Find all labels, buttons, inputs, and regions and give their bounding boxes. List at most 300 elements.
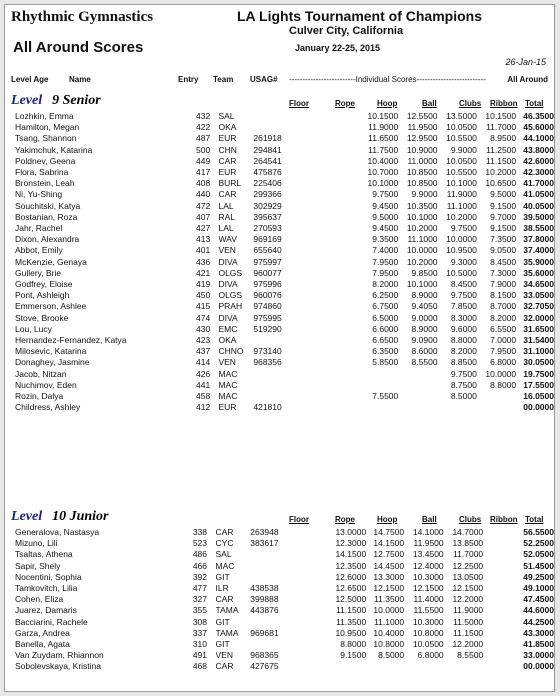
- cell-total: 00.0000: [523, 402, 554, 413]
- cell-total: 47.4500: [523, 594, 554, 605]
- cell-usag: [253, 391, 305, 402]
- cell-ribbon: [483, 628, 516, 639]
- cell-usag: [250, 572, 303, 583]
- table-row: [5, 245, 554, 256]
- cell-ball: [404, 661, 444, 672]
- table-row: [5, 402, 554, 413]
- cell-hoop: 11.9000: [368, 122, 399, 133]
- cell-ribbon: 9.1500: [490, 200, 517, 211]
- cell-floor: [306, 369, 329, 380]
- cell-floor: [303, 628, 326, 639]
- cell-total: 45.6000: [523, 122, 554, 133]
- column-header-usag: USAG#: [250, 75, 278, 84]
- table-row: [5, 313, 554, 324]
- cell-ball: 10.3000: [412, 571, 444, 582]
- cell-ribbon: 11.2500: [486, 144, 517, 155]
- cell-total: 41.0500: [523, 189, 554, 200]
- cell-hoop: 9.5000: [372, 211, 399, 222]
- cell-clubs: [444, 661, 484, 672]
- print-date: 26-Jan-15: [505, 57, 546, 67]
- cell-clubs: 10.2000: [446, 211, 477, 222]
- cell-hoop: 8.2000: [372, 279, 399, 290]
- cell-rope: [329, 212, 361, 223]
- header-hoop: Hoop: [377, 99, 398, 108]
- cell-name: Bostanian, Roza: [15, 211, 78, 222]
- cell-hoop: [360, 402, 398, 413]
- cell-total: 43.8000: [523, 144, 554, 155]
- cell-total: 17.5500: [523, 379, 554, 390]
- cell-rope: [329, 380, 361, 391]
- cell-entry: 500: [195, 144, 211, 155]
- cell-entry: 415: [195, 301, 211, 312]
- cell-name: Emmerson, Ashlee: [15, 301, 87, 312]
- cell-name: Stove, Brooke: [15, 312, 69, 323]
- cell-hoop: 11.7500: [368, 144, 399, 155]
- cell-hoop: [360, 369, 398, 380]
- cell-hoop: 6.3500: [372, 346, 399, 357]
- cell-hoop: 9.3500: [372, 234, 399, 245]
- cell-usag: 975997: [253, 256, 282, 267]
- cell-ribbon: 7.9000: [490, 279, 517, 290]
- column-header-level-age: Level Age: [11, 75, 49, 84]
- cell-ribbon: [483, 572, 516, 583]
- results-table-junior: [5, 527, 554, 673]
- cell-ball: 10.3500: [406, 200, 438, 211]
- cell-ribbon: [477, 402, 516, 413]
- cell-ribbon: 10.0000: [485, 368, 517, 379]
- cell-usag: [253, 122, 305, 133]
- cell-team: GIT: [215, 639, 230, 650]
- cell-total: 41.8500: [523, 639, 554, 650]
- cell-usag: 270593: [253, 223, 282, 234]
- cell-floor: [303, 650, 326, 661]
- cell-floor: [306, 178, 329, 189]
- cell-total: 31.5400: [523, 335, 554, 346]
- cell-hoop: 9.4500: [372, 200, 399, 211]
- header-hoop: Hoop: [377, 515, 398, 524]
- event-city: Culver City, California: [289, 25, 404, 37]
- cell-hoop: 14.4500: [373, 560, 405, 571]
- cell-hoop: 10.0000: [373, 605, 405, 616]
- cell-usag: 264541: [253, 155, 282, 166]
- cell-entry: 430: [195, 323, 211, 334]
- cell-total: 00.0000: [523, 661, 554, 672]
- cell-clubs: 10.5500: [446, 133, 477, 144]
- cell-usag: [253, 335, 305, 346]
- header-floor: Floor: [289, 99, 309, 108]
- cell-name: Ni, Yu-Shing: [15, 189, 63, 200]
- cell-name: Jacob, Nitzan: [15, 368, 67, 379]
- cell-ribbon: [483, 605, 516, 616]
- cell-rope: [329, 335, 361, 346]
- cell-hoop: 13.3000: [373, 571, 405, 582]
- cell-rope: 14.1500: [335, 549, 367, 560]
- table-row: [5, 661, 554, 672]
- cell-team: MAC: [218, 391, 238, 402]
- cell-ribbon: [483, 594, 516, 605]
- cell-rope: [329, 189, 361, 200]
- cell-team: MAC: [218, 368, 238, 379]
- cell-ball: [398, 391, 437, 402]
- table-row: [5, 156, 554, 167]
- cell-ball: 10.3000: [412, 616, 444, 627]
- cell-ball: 6.8000: [417, 650, 444, 661]
- cell-ball: [398, 369, 437, 380]
- cell-rope: 10.9500: [335, 627, 367, 638]
- cell-clubs: 13.8500: [452, 538, 484, 549]
- cell-name: Abbot, Emily: [15, 245, 63, 256]
- level-label: Level: [11, 509, 43, 524]
- cell-rope: [329, 279, 361, 290]
- cell-entry: 468: [192, 661, 207, 672]
- cell-ball: 10.8000: [412, 627, 444, 638]
- cell-ball: 11.9500: [407, 122, 438, 133]
- cell-usag: 655640: [253, 245, 282, 256]
- cell-rope: [329, 402, 361, 413]
- cell-hoop: 6.5000: [372, 312, 399, 323]
- table-row: [5, 335, 554, 346]
- table-row: [5, 357, 554, 368]
- cell-rope: 12.3000: [335, 538, 367, 549]
- cell-total: 31.6500: [523, 323, 554, 334]
- cell-usag: [250, 549, 303, 560]
- cell-ribbon: 8.1500: [490, 290, 517, 301]
- cell-name: Mizuno, Lili: [15, 538, 58, 549]
- cell-floor: [306, 380, 329, 391]
- cell-ribbon: [483, 538, 516, 549]
- cell-clubs: 11.9000: [446, 189, 477, 200]
- header-rope: Rope: [335, 515, 355, 524]
- cell-usag: [250, 617, 303, 628]
- cell-team: GIT: [215, 616, 230, 627]
- cell-entry: 355: [192, 605, 207, 616]
- page-title: All Around Scores: [13, 39, 144, 56]
- cell-clubs: 10.1000: [446, 178, 477, 189]
- table-row: [5, 223, 554, 234]
- cell-rope: 12.5000: [335, 594, 367, 605]
- column-header-name: Name: [69, 75, 91, 84]
- cell-ribbon: 7.0000: [490, 335, 517, 346]
- cell-floor: [303, 549, 326, 560]
- cell-ribbon: 7.3000: [490, 267, 517, 278]
- cell-team: OKA: [218, 122, 237, 133]
- cell-rope: [329, 357, 361, 368]
- cell-name: Sobolevskaya, Kristina: [15, 661, 101, 672]
- cell-clubs: 11.1000: [446, 200, 477, 211]
- cell-entry: 458: [195, 391, 211, 402]
- cell-entry: 422: [195, 122, 211, 133]
- cell-total: 39.5000: [523, 211, 554, 222]
- cell-ball: 11.9500: [413, 538, 444, 549]
- table-row: [5, 605, 554, 616]
- cell-team: ILR: [215, 583, 229, 594]
- cell-rope: 12.6500: [335, 583, 367, 594]
- cell-name: Flora, Sabrina: [15, 167, 69, 178]
- cell-ball: 12.1500: [412, 583, 444, 594]
- cell-entry: 437: [195, 346, 211, 357]
- cell-clubs: 8.7500: [450, 379, 477, 390]
- column-header-all-around: All Around: [507, 75, 548, 84]
- cell-total: 44.2500: [523, 616, 554, 627]
- cell-team: VEN: [218, 245, 236, 256]
- cell-team: MAC: [218, 379, 238, 390]
- table-row: [5, 301, 554, 312]
- score-sheet: [4, 4, 555, 692]
- cell-total: 49.2500: [523, 571, 554, 582]
- cell-entry: 449: [195, 155, 211, 166]
- cell-entry: 474: [195, 312, 211, 323]
- cell-floor: [303, 605, 326, 616]
- cell-clubs: 8.3000: [450, 312, 477, 323]
- cell-clubs: 8.4500: [450, 279, 477, 290]
- table-row: [5, 111, 554, 122]
- cell-name: Tsang, Shannon: [15, 133, 77, 144]
- cell-name: Pont, Ashleigh: [15, 290, 70, 301]
- cell-ball: 10.1000: [406, 211, 438, 222]
- cell-entry: 419: [195, 279, 211, 290]
- cell-hoop: 7.9500: [372, 256, 399, 267]
- event-dates: January 22-25, 2015: [295, 43, 381, 53]
- cell-floor: [306, 402, 329, 413]
- cell-floor: [306, 257, 329, 268]
- cell-floor: [303, 583, 326, 594]
- cell-floor: [306, 167, 329, 178]
- table-row: [5, 527, 554, 538]
- table-row: [5, 290, 554, 301]
- cell-team: OKA: [218, 335, 237, 346]
- cell-ball: 9.8500: [411, 267, 438, 278]
- cell-name: Banella, Agata: [15, 639, 70, 650]
- cell-entry: 327: [192, 594, 207, 605]
- cell-hoop: 9.7500: [372, 189, 399, 200]
- cell-floor: [306, 156, 329, 167]
- cell-entry: 392: [192, 571, 207, 582]
- cell-name: Childress, Ashley: [15, 402, 81, 413]
- cell-team: VEN: [218, 357, 236, 368]
- cell-clubs: 10.0000: [446, 234, 477, 245]
- cell-rope: [329, 156, 361, 167]
- table-row: [5, 212, 554, 223]
- cell-usag: 973140: [253, 346, 282, 357]
- table-row: [5, 583, 554, 594]
- cell-hoop: 14.7500: [373, 527, 405, 537]
- cell-total: 44.6000: [523, 605, 554, 616]
- cell-rope: 9.1500: [340, 650, 367, 661]
- cell-name: Juarez, Damaris: [15, 605, 77, 616]
- cell-floor: [303, 572, 326, 583]
- cell-rope: [329, 257, 361, 268]
- cell-name: Cohen, Eliza: [15, 594, 64, 605]
- cell-rope: [329, 145, 361, 156]
- cell-hoop: 14.1500: [373, 538, 405, 549]
- cell-total: 56.5500: [523, 527, 554, 537]
- cell-ball: 8.6000: [411, 346, 438, 357]
- header-ribbon: Ribbon: [490, 99, 518, 108]
- cell-rope: [329, 167, 361, 178]
- cell-rope: [329, 111, 361, 122]
- cell-ribbon: 8.8000: [490, 379, 517, 390]
- cell-name: Sapir, Shely: [15, 560, 61, 571]
- cell-name: Yakimchuk, Katarina: [15, 144, 93, 155]
- cell-usag: 395637: [253, 211, 282, 222]
- cell-team: TAMA: [215, 605, 239, 616]
- table-row: [5, 617, 554, 628]
- cell-team: SAL: [218, 111, 235, 121]
- cell-rope: [329, 122, 361, 133]
- cell-rope: [327, 661, 367, 672]
- cell-entry: 436: [195, 256, 211, 267]
- cell-clubs: 10.9500: [446, 245, 477, 256]
- cell-total: 35.9000: [523, 256, 554, 267]
- cell-team: LAL: [218, 223, 234, 234]
- cell-usag: 475876: [253, 167, 282, 178]
- cell-ribbon: 11.1500: [486, 155, 517, 166]
- cell-total: 51.4500: [523, 560, 554, 571]
- cell-usag: 968365: [250, 650, 279, 661]
- cell-clubs: 8.8000: [450, 335, 477, 346]
- cell-team: PRAH: [218, 301, 243, 312]
- table-row: [5, 572, 554, 583]
- cell-floor: [306, 189, 329, 200]
- cell-ribbon: [477, 391, 516, 402]
- table-row: [5, 189, 554, 200]
- cell-hoop: 7.5500: [372, 391, 399, 402]
- cell-name: Rozin, Dalya: [15, 391, 64, 402]
- cell-entry: 523: [192, 538, 207, 549]
- cell-total: 35.6000: [523, 267, 554, 278]
- sport-title: Rhythmic Gymnastics: [11, 9, 154, 25]
- event-title: LA Lights Tournament of Champions: [237, 8, 482, 24]
- cell-usag: [250, 639, 303, 650]
- cell-entry: 421: [195, 267, 211, 278]
- cell-total: 44.1000: [523, 133, 554, 144]
- cell-team: EMC: [218, 323, 238, 334]
- cell-ball: 11.5500: [413, 605, 444, 616]
- cell-entry: 426: [195, 368, 211, 379]
- cell-usag: 974860: [253, 301, 282, 312]
- cell-clubs: 7.8500: [450, 301, 477, 312]
- cell-total: 52.0500: [523, 549, 554, 560]
- cell-total: 40.0500: [523, 200, 554, 211]
- cell-ball: 10.9000: [406, 144, 438, 155]
- cell-floor: [306, 290, 329, 301]
- cell-team: CYC: [215, 538, 234, 549]
- cell-name: Nuchimov, Eden: [15, 379, 77, 390]
- cell-entry: 417: [195, 167, 211, 178]
- cell-clubs: 9.7500: [450, 290, 477, 301]
- table-row: [5, 628, 554, 639]
- cell-team: CAR: [218, 155, 237, 166]
- header-total: Total: [525, 515, 544, 524]
- cell-total: 38.5500: [523, 223, 554, 234]
- cell-rope: [329, 133, 361, 144]
- cell-ribbon: 7.3500: [490, 234, 517, 245]
- cell-name: Van Zuydam, Rhiannon: [15, 650, 104, 661]
- cell-ribbon: 8.4500: [490, 256, 517, 267]
- cell-clubs: 10.5500: [446, 167, 477, 178]
- cell-usag: 968356: [253, 357, 282, 368]
- cell-rope: [329, 178, 361, 189]
- cell-team: DIVA: [218, 256, 238, 267]
- cell-total: 42.3000: [523, 167, 554, 178]
- level-heading-junior: [11, 509, 109, 525]
- cell-hoop: 7.9500: [372, 267, 399, 278]
- cell-rope: [329, 223, 361, 234]
- cell-hoop: 12.7500: [373, 549, 405, 560]
- cell-ribbon: [483, 561, 516, 572]
- cell-clubs: 9.7500: [450, 368, 477, 379]
- cell-hoop: 10.1000: [367, 178, 399, 189]
- table-row: [5, 234, 554, 245]
- table-row: [5, 133, 554, 144]
- cell-clubs: 13.5000: [446, 111, 477, 121]
- cell-ball: 8.5500: [411, 357, 438, 368]
- cell-floor: [303, 561, 326, 572]
- cell-usag: 519290: [253, 323, 282, 334]
- cell-usag: [253, 380, 305, 391]
- cell-entry: 477: [192, 583, 207, 594]
- table-row: [5, 346, 554, 357]
- cell-total: 33.0000: [523, 650, 554, 661]
- cell-ribbon: 8.9500: [490, 133, 517, 144]
- cell-rope: [329, 391, 361, 402]
- cell-clubs: 9.3000: [450, 256, 477, 267]
- cell-hoop: 10.1500: [367, 111, 399, 121]
- cell-ball: 9.4050: [411, 301, 438, 312]
- table-row: [5, 201, 554, 212]
- cell-hoop: 6.2500: [372, 290, 399, 301]
- cell-entry: 338: [192, 527, 207, 537]
- cell-total: 37.4000: [523, 245, 554, 256]
- cell-total: 42.6000: [523, 155, 554, 166]
- header-clubs: Clubs: [459, 515, 482, 524]
- cell-ribbon: 10.1500: [485, 111, 517, 121]
- cell-rope: [329, 324, 361, 335]
- cell-ball: 12.5500: [406, 111, 438, 121]
- cell-floor: [306, 111, 329, 122]
- header-ball: Ball: [422, 515, 437, 524]
- cell-usag: 438538: [250, 583, 279, 594]
- cell-ball: 11.1000: [407, 234, 438, 245]
- cell-total: 37.8000: [523, 234, 554, 245]
- cell-name: Godfrey, Eloise: [15, 279, 73, 290]
- cell-floor: [306, 357, 329, 368]
- cell-usag: 975996: [253, 279, 282, 290]
- cell-team: MAC: [215, 560, 235, 571]
- cell-hoop: [366, 661, 404, 672]
- cell-hoop: 11.6500: [368, 133, 399, 144]
- table-row: [5, 391, 554, 402]
- table-row: [5, 380, 554, 391]
- cell-clubs: 10.5000: [446, 267, 477, 278]
- results-table-senior: [5, 111, 554, 413]
- cell-usag: 427675: [250, 661, 279, 672]
- cell-name: McKenzie, Genaya: [15, 256, 87, 267]
- cell-hoop: 6.7500: [372, 301, 399, 312]
- cell-name: Lou, Lucy: [15, 323, 52, 334]
- cell-team: LAL: [218, 200, 234, 211]
- cell-rope: [329, 234, 361, 245]
- cell-rope: [329, 290, 361, 301]
- cell-hoop: 10.4000: [367, 155, 399, 166]
- cell-total: 49.1000: [523, 583, 554, 594]
- cell-ribbon: 6.8000: [490, 357, 517, 368]
- cell-name: Hernandez-Fernandez, Katya: [15, 335, 127, 346]
- cell-floor: [306, 234, 329, 245]
- cell-ball: 9.0000: [411, 312, 438, 323]
- cell-ball: 10.2000: [406, 256, 438, 267]
- cell-clubs: 9.6000: [450, 323, 477, 334]
